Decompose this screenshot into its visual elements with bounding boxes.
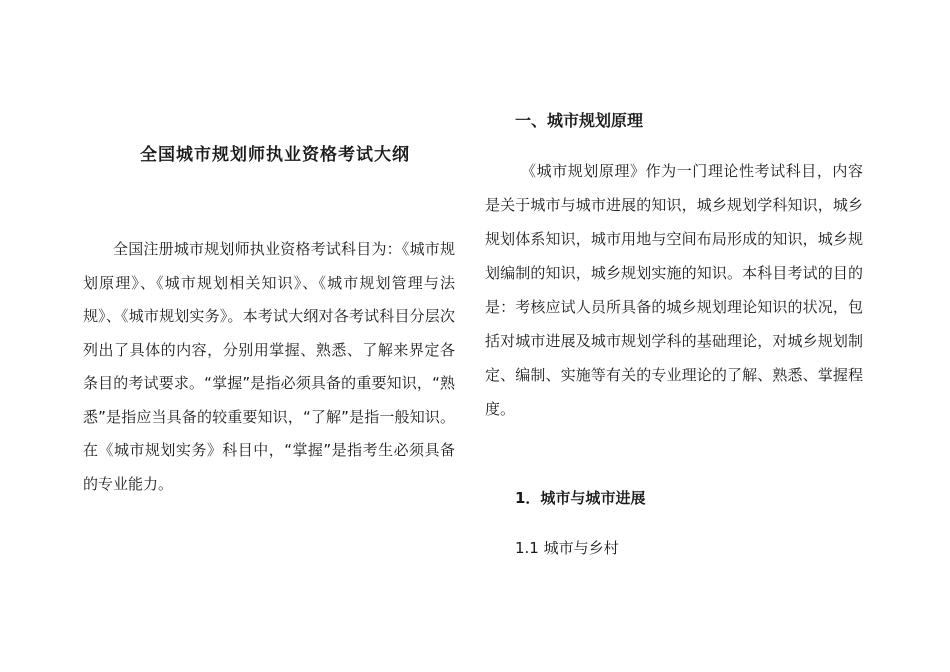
subsection-item: 1.1 城市与乡村: [515, 539, 619, 557]
section-heading: 一、城市规划原理: [515, 111, 644, 130]
intro-paragraph: 全国注册城市规划师执业资格考试科目为：《城市规划原理》、《城市规划相关知识》、《城市规划管理与法规》、《城市规划实务》。本考试大纲对各考试科目分层次列出了具体的内容，分别用掌握、熟悉、了解来界定各条目的考试要求。“掌握”是指必须具备的重要知识，“熟悉”是指应当具备的较重要知识，“了解”是指一般知识。在《城市规划实务》科目中，“掌握”是指考生必须具备的专业能力。: [83, 240, 455, 493]
document-title: 全国城市规划师执业资格考试大纲: [140, 145, 410, 165]
section-paragraph: 《城市规划原理》作为一门理论性考试科目，内容是关于城市与城市进展的知识，城乡规划学科知识，城乡规划体系知识，城市用地与空间布局形成的知识，城乡规划编制的知识，城乡规划实施的知识。本科目考试的目的是：考核应试人员所具备的城乡规划理论知识的状况，包括对城市进展及城市规划学科的基础理论，对城乡规划制定、编制、实施等有关的专业理论的了解、熟悉、掌握程度。: [485, 162, 863, 418]
subsection-heading: 1．城市与城市进展: [515, 489, 646, 507]
